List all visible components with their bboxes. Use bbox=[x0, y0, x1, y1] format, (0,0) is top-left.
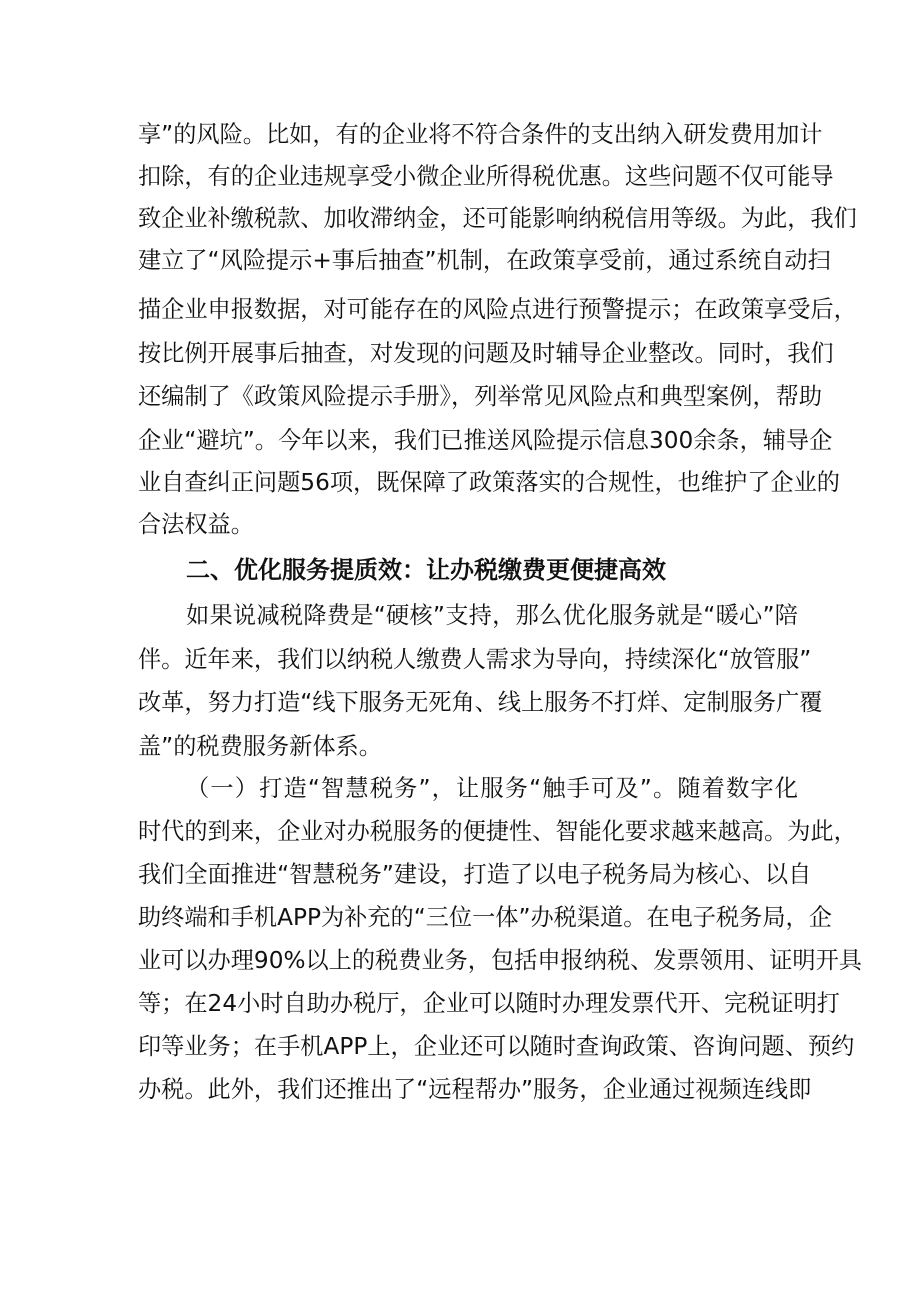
paragraph-3-line-7: 印等业务；在手机APP上，企业还可以随时查询政策、咨询问题、预约 bbox=[138, 1033, 855, 1060]
section-heading: 二、优化服务提质效：让办税缴费更便捷高效 bbox=[186, 556, 666, 584]
paragraph-1-line-8: 企业“避坑”。今年以来，我们已推送风险提示信息300余条，辅导企 bbox=[138, 427, 833, 454]
paragraph-1-line-10: 合法权益。 bbox=[138, 511, 254, 538]
paragraph-1-line-7: 还编制了《政策风险提示手册》，列举常见风险点和典型案例，帮助 bbox=[138, 383, 823, 410]
paragraph-2-line-2: 伴。近年来，我们以纳税人缴费人需求为导向，持续深化“放管服” bbox=[138, 646, 812, 673]
paragraph-3-line-2: 时代的到来，企业对办税服务的便捷性、智能化要求越来越高。为此， bbox=[138, 818, 857, 845]
paragraph-1-line-6: 按比例开展事后抽查，对发现的问题及时辅导企业整改。同时，我们 bbox=[138, 340, 834, 367]
paragraph-1-line-5: 描企业申报数据，对可能存在的风险点进行预警提示；在政策享受后， bbox=[138, 296, 857, 323]
paragraph-1-line-3: 致企业补缴税款、加收滞纳金，还可能影响纳税信用等级。为此，我们 bbox=[138, 205, 857, 232]
paragraph-2-line-4: 盖”的税费服务新体系。 bbox=[138, 733, 382, 760]
paragraph-3-line-3: 我们全面推进“智慧税务”建设，打造了以电子税务局为核心、以自 bbox=[138, 861, 812, 888]
paragraph-3-line-4: 助终端和手机APP为补充的“三位一体”办税渠道。在电子税务局，企 bbox=[138, 904, 832, 931]
paragraph-1-line-4: 建立了“风险提示+事后抽查”机制，在政策享受前，通过系统自动扫 bbox=[138, 247, 831, 274]
paragraph-3-line-8: 办税。此外，我们还推出了“远程帮办”服务，企业通过视频连线即 bbox=[138, 1076, 812, 1103]
paragraph-3-line-1: （一）打造“智慧税务”，让服务“触手可及”。随着数字化 bbox=[186, 775, 798, 802]
paragraph-2-line-1: 如果说减税降费是“硬核”支持，那么优化服务就是“暖心”陪 bbox=[186, 602, 798, 629]
paragraph-3-line-5: 业可以办理90%以上的税费业务，包括申报纳税、发票领用、证明开具 bbox=[138, 947, 862, 974]
paragraph-3-line-6: 等；在24小时自助办税厅，企业可以随时办理发票代开、完税证明打 bbox=[138, 990, 840, 1017]
paragraph-1-line-2: 扣除，有的企业违规享受小微企业所得税优惠。这些问题不仅可能导 bbox=[138, 163, 834, 190]
paragraph-2-line-3: 改革，努力打造“线下服务无死角、线上服务不打烊、定制服务广覆 bbox=[138, 689, 823, 716]
paragraph-1-line-9: 业自查纠正问题56项，既保障了政策落实的合规性，也维护了企业的 bbox=[138, 469, 840, 496]
paragraph-1-line-1: 享”的风险。比如，有的企业将不符合条件的支出纳入研发费用加计 bbox=[138, 121, 823, 148]
